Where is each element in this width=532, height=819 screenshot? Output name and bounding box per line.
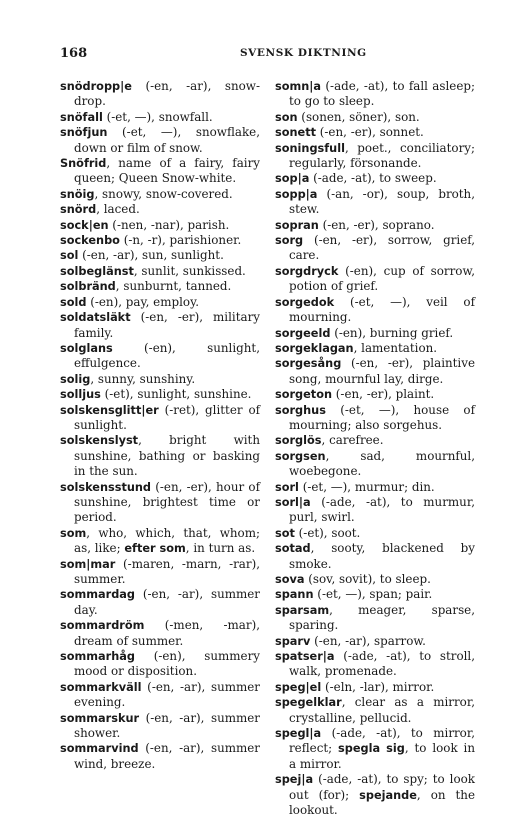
headword: solbeglänst: [60, 264, 134, 278]
dictionary-entry: [60, 403, 260, 434]
headword: sock|en: [60, 218, 109, 232]
definition: (-en, -ar), summer evening.: [74, 679, 260, 710]
dictionary-entry: [275, 125, 475, 140]
definition: (-men, -mar), dream of summer.: [74, 618, 260, 648]
definition: (-et, —), snowflake, down or film of snow.: [74, 125, 260, 155]
definition: (-en), summery mood or disposition.: [74, 649, 260, 679]
definition: (-an, -or), soup, broth, stew.: [289, 186, 475, 217]
headword: sorl|a: [275, 495, 311, 509]
definition: , snowy, snow-covered.: [94, 186, 233, 201]
definition: (sov, sovit), to sleep.: [304, 572, 431, 586]
headword: spatser|a: [275, 650, 335, 664]
headword: sol: [60, 249, 79, 263]
dictionary-entry: [60, 156, 260, 187]
headword: sorgesång: [275, 357, 342, 371]
headword: sorgeeld: [275, 326, 331, 340]
dictionary-entry: [275, 233, 475, 264]
definition: , meager, sparse, sparing.: [289, 602, 475, 633]
dictionary-entry: [60, 711, 260, 742]
headword: spej|a: [275, 773, 314, 787]
definition-continued: , on the lookout.: [289, 787, 475, 818]
headword: sopran: [275, 218, 319, 232]
definition: (-et, —), span; pair.: [313, 587, 433, 602]
headword: sorgsen: [275, 449, 326, 463]
headword: snöig: [60, 187, 95, 201]
headword: soldatsläkt: [60, 311, 131, 325]
definition: (-maren, -marn, -rar), summer.: [74, 556, 260, 586]
definition: (-nen, -nar), parish.: [108, 217, 230, 232]
definition: (-ade, -at), to mirror, reflect;: [289, 726, 475, 756]
definition: (-ade, -at), to murmur, purl, swirl.: [289, 494, 475, 525]
dictionary-entry: [275, 541, 475, 572]
headword: Snöfrid: [60, 157, 107, 171]
headword: snöfjun: [60, 126, 108, 140]
definition-continued: , to look in a mirror.: [289, 741, 476, 771]
dictionary-entry: [60, 618, 260, 649]
headword: sorgdryck: [275, 264, 339, 278]
headword: som|mar: [60, 557, 116, 571]
headword: sparsam: [275, 603, 330, 617]
headword: sommarkväll: [60, 680, 142, 694]
definition: (-en, -ar), sun, sunlight.: [78, 248, 224, 263]
definition: (-en, -er), soprano.: [318, 217, 435, 232]
definition: , clear as a mirror, crystalline, pellucid.: [289, 695, 475, 725]
dictionary-entry: [275, 495, 475, 526]
headword: sop|a: [275, 172, 310, 186]
headword: speg|el: [275, 680, 322, 694]
dictionary-entry: [60, 372, 260, 387]
definition: (-ret), glitter of sunlight.: [74, 402, 260, 432]
headword: sotad: [275, 542, 311, 556]
definition: (-en), burning grief.: [330, 325, 454, 340]
dictionary-entry: [60, 587, 260, 618]
definition: (-en, -er), sorrow, grief, care.: [289, 233, 475, 263]
headword: sopp|a: [275, 187, 318, 201]
definition: , poet., conciliatory; regularly, försonande.: [289, 140, 475, 171]
definition: (-en, -ar), summer day.: [74, 587, 260, 617]
dictionary-entry: [275, 695, 475, 726]
definition: , sunny, sunshiny.: [90, 371, 196, 386]
headword: sorgeton: [275, 388, 333, 402]
definition: (-en), pay, employ.: [86, 294, 199, 309]
headword: spegl|a: [275, 727, 322, 741]
headword: solskensglitt|er: [60, 403, 159, 417]
dictionary-entry: [275, 326, 475, 341]
headword: snörd: [60, 203, 97, 217]
running-head: SVENSK DIKTNING: [240, 47, 367, 59]
dictionary-entry: [275, 433, 475, 448]
dictionary-entry: [275, 587, 475, 602]
headword: sorglös: [275, 434, 322, 448]
dictionary-entry: [275, 403, 475, 434]
dictionary-entry: [60, 279, 260, 294]
dictionary-entry: [275, 772, 475, 818]
headword: sorg: [275, 234, 304, 248]
definition: , sunburnt, tanned.: [115, 279, 232, 294]
headword-secondary: efter som: [124, 542, 186, 556]
headword: soningsfull: [275, 141, 345, 155]
dictionary-entry: [275, 187, 475, 218]
definition: (-en, -ar), summer shower.: [74, 710, 260, 741]
definition: , carefree.: [321, 433, 384, 448]
headword: sockenbo: [60, 234, 120, 248]
dictionary-entry: [60, 79, 260, 110]
definition: (-ade, -at), to stroll, walk, promenade.: [289, 649, 475, 679]
definition: (-en), cup of sorrow, potion of grief.: [289, 263, 475, 294]
dictionary-entry: [60, 110, 260, 125]
definition: (-et, —), veil of mourning.: [289, 294, 475, 325]
definition: (-n, -r), parishioner.: [119, 233, 242, 248]
definition: (-ade, -at), to spy; to look out (for);: [289, 772, 475, 802]
definition: , lamentation.: [353, 340, 438, 355]
definition: , name of a fairy, fairy queen; Queen Snow-white.: [74, 156, 260, 186]
right-column: [275, 79, 475, 819]
definition: (-en, -er), sonnet.: [316, 125, 424, 140]
headword-secondary: spegla sig: [338, 742, 405, 756]
page-header: [60, 46, 480, 62]
headword: sorgedok: [275, 295, 335, 309]
dictionary-entry: [275, 603, 475, 634]
definition: (-eln, -lar), mirror.: [321, 679, 435, 694]
headword: sommarvind: [60, 742, 139, 756]
headword: sold: [60, 295, 87, 309]
definition: (-ade, -at), to sweep.: [309, 171, 437, 186]
dictionary-entry: [275, 264, 475, 295]
dictionary-entry: [275, 480, 475, 495]
definition: (-et, —), snowfall.: [102, 109, 213, 124]
definition: (sonen, söner), son.: [297, 109, 420, 124]
headword: sommarskur: [60, 711, 140, 725]
dictionary-entry: [275, 341, 475, 356]
headword: solljus: [60, 388, 101, 402]
dictionary-entry: [275, 110, 475, 125]
dictionary-entry: [275, 171, 475, 186]
dictionary-entry: [60, 233, 260, 248]
dictionary-entry: [60, 295, 260, 310]
headword: sorghus: [275, 403, 326, 417]
dictionary-entry: [275, 680, 475, 695]
dictionary-entry: [60, 187, 260, 202]
dictionary-entry: [275, 726, 475, 772]
definition: (-en, -er), military family.: [74, 310, 260, 340]
dictionary-entry: [60, 480, 260, 526]
dictionary-entry: [60, 202, 260, 217]
definition: , sooty, blackened by smoke.: [289, 541, 475, 571]
headword: spegelklar: [275, 696, 342, 710]
dictionary-entry: [60, 741, 260, 772]
dictionary-entry: [60, 680, 260, 711]
dictionary-entry: [60, 341, 260, 372]
headword: snödropp|e: [60, 80, 132, 93]
dictionary-entry: [60, 387, 260, 402]
definition: (-et, —), murmur; din.: [298, 479, 435, 494]
headword: snöfall: [60, 110, 103, 124]
dictionary-entry: [275, 649, 475, 680]
dictionary-entry: [275, 79, 475, 110]
headword: somn|a: [275, 80, 322, 93]
dictionary-entry: [275, 218, 475, 233]
dictionary-entry: [275, 387, 475, 402]
headword: sova: [275, 573, 305, 586]
headword: sorl: [275, 480, 299, 494]
dictionary-entry: [60, 125, 260, 156]
headword: solskenslyst: [60, 434, 139, 448]
definition: (-et, —), house of mourning; also sorgehus.: [289, 402, 475, 432]
dictionary-entry: [60, 218, 260, 233]
page-number: 168: [60, 46, 88, 61]
definition: (-en, -ar), snow-drop.: [74, 79, 260, 109]
dictionary-entry: [275, 295, 475, 326]
definition: (-en, -ar), sparrow.: [310, 633, 426, 648]
headword: sorgeklagan: [275, 341, 354, 355]
dictionary-entry: [60, 264, 260, 279]
dictionary-entry: [275, 572, 475, 587]
headword: spann: [275, 588, 314, 602]
definition: (-en, -ar), summer wind, breeze.: [74, 741, 260, 771]
headword: sommardag: [60, 588, 136, 602]
definition-continued: , in turn as.: [185, 541, 256, 556]
definition: , bright with sunshine, bathing or basking in the sun.: [74, 433, 260, 479]
definition: (-en, -er), plaintive song, mournful lay, dirge.: [289, 356, 475, 386]
definition: (-et), sunlight, sunshine.: [100, 387, 252, 402]
definition: (-et), soot.: [294, 525, 361, 540]
headword: sommarhåg: [60, 650, 135, 664]
definition: (-en), sunlight, effulgence.: [74, 340, 260, 371]
definition: , who, which, that, whom; as, like;: [74, 525, 260, 556]
headword: son: [275, 110, 298, 124]
definition: (-en, -er), plaint.: [332, 387, 435, 402]
dictionary-entry: [60, 310, 260, 341]
definition: (-ade, -at), to fall asleep; to go to sleep.: [289, 79, 475, 109]
headword: sot: [275, 526, 295, 540]
definition: (-en, -er), hour of sunshine, brightest time or period.: [74, 479, 260, 525]
dictionary-entry: [60, 433, 260, 479]
headword: solglans: [60, 341, 113, 355]
dictionary-entry: [275, 449, 475, 480]
dictionary-entry: [60, 649, 260, 680]
dictionary-entry: [275, 141, 475, 172]
definition: , laced.: [96, 202, 140, 217]
dictionary-entry: [275, 526, 475, 541]
headword: solbränd: [60, 280, 116, 294]
dictionary-entry: [60, 248, 260, 263]
headword: sparv: [275, 634, 311, 648]
headword: som: [60, 526, 87, 540]
left-column: [60, 79, 260, 772]
definition: , sad, mournful, woebegone.: [289, 448, 475, 479]
dictionary-entry: [275, 634, 475, 649]
dictionary-entry: [60, 526, 260, 557]
headword: sommardröm: [60, 619, 145, 633]
dictionary-entry: [275, 356, 475, 387]
definition: , sunlit, sunkissed.: [133, 263, 246, 278]
headword: sonett: [275, 126, 316, 140]
headword-secondary: spejande: [359, 788, 417, 802]
headword: solig: [60, 372, 91, 386]
dictionary-entry: [60, 557, 260, 588]
headword: solskensstund: [60, 480, 152, 494]
